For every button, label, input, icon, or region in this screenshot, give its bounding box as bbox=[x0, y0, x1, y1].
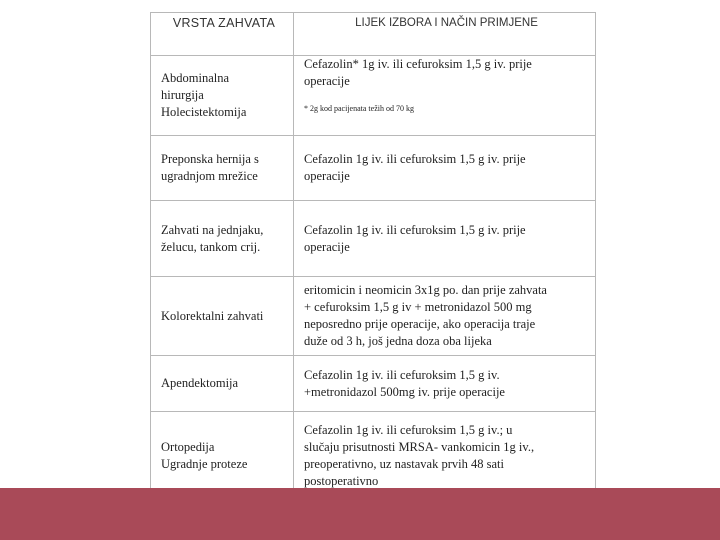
procedure-line: Holecistektomija bbox=[161, 105, 247, 119]
footer-bar bbox=[0, 488, 720, 540]
treatment-line: + cefuroksim 1,5 g iv + metronidazol 500 mg bbox=[304, 300, 532, 314]
procedure-line: Abdominalna bbox=[161, 71, 230, 85]
header-drug-of-choice: LIJEK IZBORA I NAČIN PRIMJENE bbox=[294, 13, 596, 56]
treatment-line: Cefazolin 1g iv. ili cefuroksim 1,5 g iv. prije bbox=[304, 152, 526, 166]
table-row bbox=[151, 201, 596, 277]
treatment-cell bbox=[294, 277, 596, 356]
treatment-line: eritomicin i neomicin 3x1g po. dan prije zahvata bbox=[304, 283, 547, 297]
treatment-cell bbox=[294, 201, 596, 277]
treatment-line: Cefazolin 1g iv. ili cefuroksim 1,5 g iv.; u bbox=[304, 422, 513, 437]
treatment-cell bbox=[294, 56, 596, 136]
treatment-line: Cefazolin* 1g iv. ili cefuroksim 1,5 g iv. prije bbox=[304, 57, 532, 71]
table-row bbox=[151, 136, 596, 201]
treatment-line: slučaju prisutnosti MRSA- vankomicin 1g iv., bbox=[304, 439, 535, 454]
table-row bbox=[151, 356, 596, 412]
procedure-cell bbox=[151, 412, 294, 500]
treatment-cell bbox=[294, 136, 596, 201]
table-header-row bbox=[151, 13, 596, 56]
table-row bbox=[151, 277, 596, 356]
procedure-line: Apendektomija bbox=[161, 376, 239, 390]
procedure-line: želucu, tankom crij. bbox=[161, 239, 261, 254]
treatment-cell bbox=[294, 356, 596, 412]
procedure-cell bbox=[151, 136, 294, 201]
procedure-line: Ugradnje proteze bbox=[161, 456, 248, 471]
treatment-line: operacije bbox=[304, 74, 350, 88]
procedure-cell bbox=[151, 201, 294, 277]
treatment-line: postoperativno bbox=[304, 473, 379, 488]
procedure-cell bbox=[151, 356, 294, 412]
procedure-line: Kolorektalni zahvati bbox=[161, 308, 264, 323]
procedure-cell bbox=[151, 277, 294, 356]
treatment-cell bbox=[294, 412, 596, 500]
procedure-line: Preponska hernija s bbox=[161, 152, 259, 166]
procedure-line: Zahvati na jednjaku, bbox=[161, 222, 264, 237]
treatment-line: Cefazolin 1g iv. ili cefuroksim 1,5 g iv. bbox=[304, 367, 500, 382]
treatment-line: operacije bbox=[304, 239, 350, 254]
procedure-line: Ortopedija bbox=[161, 439, 215, 454]
treatment-line: neposredno prije operacije, ako operacija traje bbox=[304, 317, 536, 331]
treatment-line: operacije bbox=[304, 169, 350, 183]
table-row bbox=[151, 412, 596, 500]
procedure-line: ugradnjom mrežice bbox=[161, 169, 258, 183]
table-row bbox=[151, 56, 596, 136]
treatment-line: duže od 3 h, još jedna doza oba lijeka bbox=[304, 334, 492, 348]
treatment-line: preoperativno, uz nastavak prvih 48 sati bbox=[304, 456, 504, 471]
antibiotic-prophylaxis-table bbox=[150, 12, 596, 500]
header-procedure-type: VRSTA ZAHVATA bbox=[151, 13, 294, 56]
procedure-cell bbox=[151, 56, 294, 136]
treatment-line: +metronidazol 500mg iv. prije operacije bbox=[304, 384, 505, 399]
treatment-line: Cefazolin 1g iv. ili cefuroksim 1,5 g iv. prije bbox=[304, 222, 526, 237]
procedure-line: hirurgija bbox=[161, 88, 204, 102]
dosage-footnote: * 2g kod pacijenata težih od 70 kg bbox=[304, 104, 414, 113]
